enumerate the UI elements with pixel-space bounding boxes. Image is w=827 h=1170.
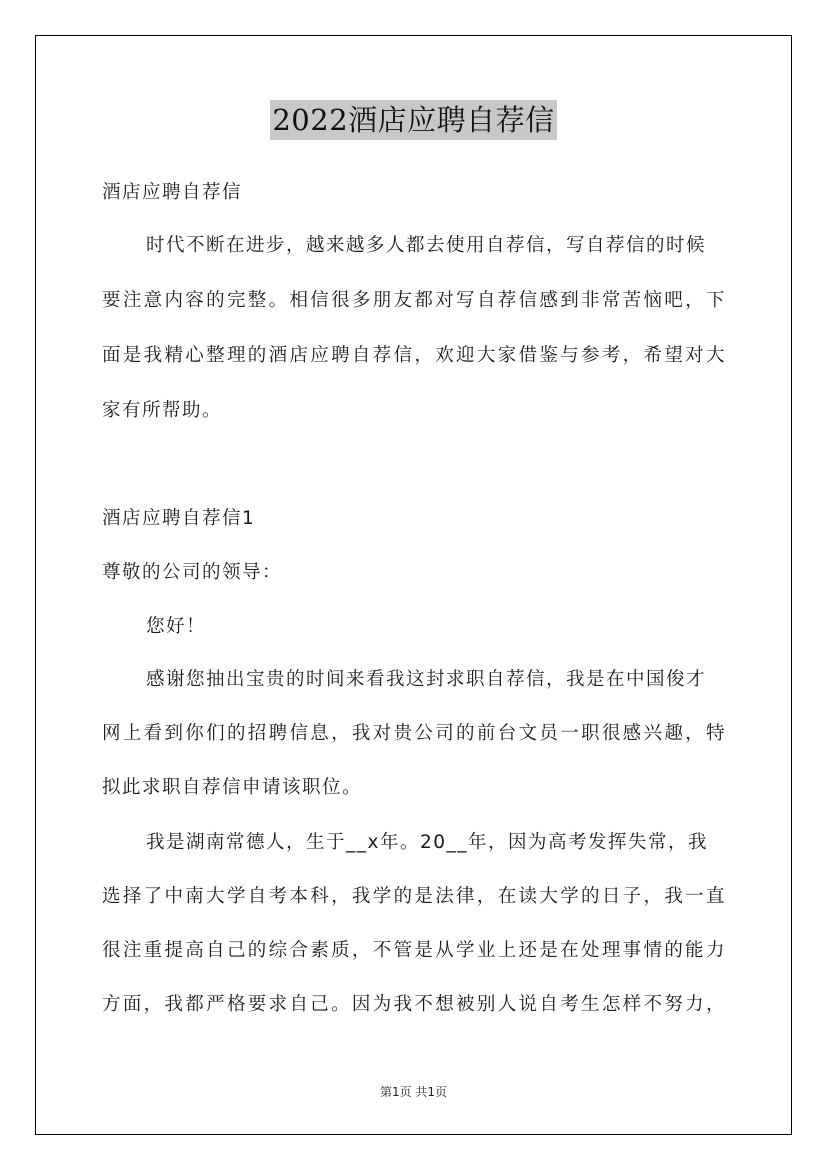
paragraph-line: 要注意内容的完整。相信很多朋友都对写自荐信感到非常苦恼吧，下	[102, 290, 726, 311]
paragraph-line: 感谢您抽出宝贵的时间来看我这封求职自荐信，我是在中国俊才	[146, 669, 707, 690]
title-container	[0, 100, 827, 140]
paragraph-line: 选择了中南大学自考本科，我学的是法律，在读大学的日子，我一直	[102, 886, 726, 907]
greeting: 您好！	[146, 616, 207, 637]
paragraph-line: 时代不断在进步，越来越多人都去使用自荐信，写自荐信的时候	[146, 235, 707, 256]
paragraph-line: 我是湖南常德人，生于__x年。20__年，因为高考发挥失常，我	[146, 832, 708, 853]
section-heading: 酒店应聘自荐信	[102, 182, 243, 203]
paragraph-line: 网上看到你们的招聘信息，我对贵公司的前台文员一职很感兴趣，特	[102, 723, 726, 744]
letter-heading: 酒店应聘自荐信1	[102, 508, 256, 529]
paragraph-line: 方面，我都严格要求自己。因为我不想被别人说自考生怎样不努力，	[102, 994, 726, 1015]
paragraph-line: 家有所帮助。	[102, 400, 223, 421]
paragraph-line: 面是我精心整理的酒店应聘自荐信，欢迎大家借鉴与参考，希望对大	[102, 345, 726, 366]
paragraph-line: 拟此求职自荐信申请该职位。	[102, 777, 363, 798]
paragraph-line: 很注重提高自己的综合素质，不管是从学业上还是在处理事情的能力	[102, 940, 726, 961]
salutation: 尊敬的公司的领导：	[102, 562, 283, 583]
page-footer: 第1页 共1页	[379, 1085, 448, 1099]
document-title: 2022酒店应聘自荐信	[270, 100, 556, 140]
